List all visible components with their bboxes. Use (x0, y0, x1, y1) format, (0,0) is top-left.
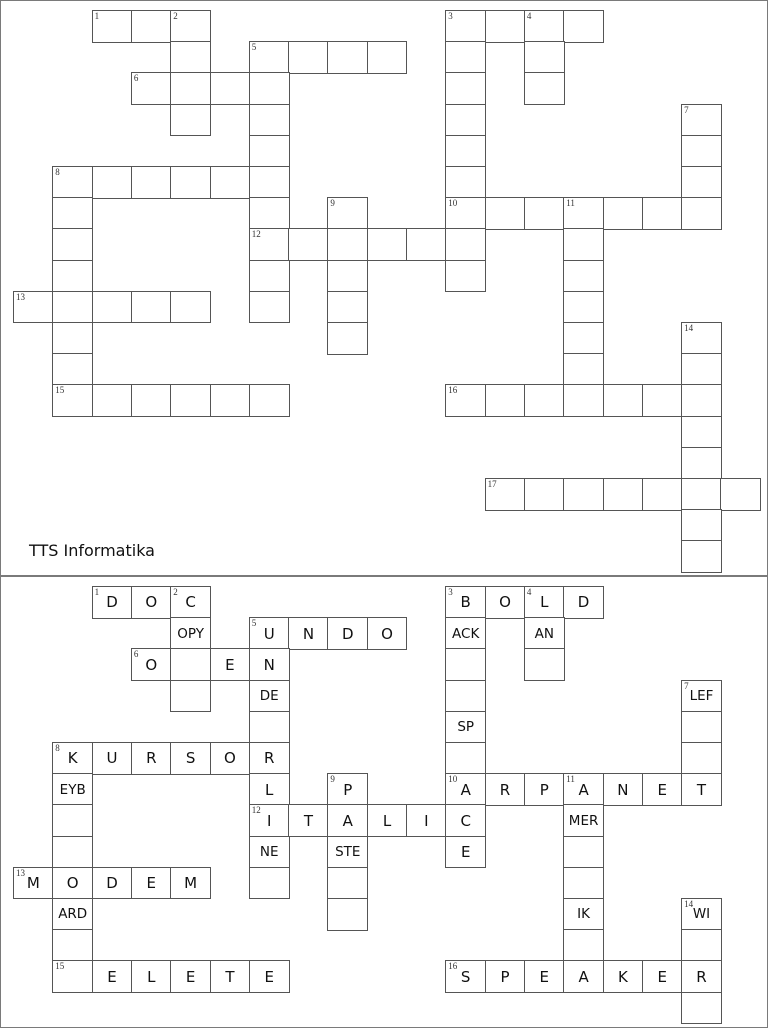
cell-letter: O (145, 593, 158, 612)
grid-cell (681, 447, 722, 480)
cell-letter: ARD (58, 906, 88, 923)
grid-cell (170, 867, 211, 900)
grid-cell (406, 804, 447, 837)
grid-cell (485, 384, 526, 417)
cell-letter: LEF (689, 687, 714, 704)
clue-number: 13 (16, 291, 25, 302)
grid-cell (445, 197, 486, 230)
grid-cell (131, 586, 172, 619)
clue-number: 16 (448, 961, 458, 972)
grid-cell (485, 773, 526, 806)
grid-cell (681, 197, 722, 230)
grid-cell (445, 384, 486, 417)
grid-cell (52, 742, 93, 775)
cell-letter: MER (568, 812, 599, 829)
grid-cell (170, 384, 211, 417)
clue-number: 15 (55, 961, 65, 972)
grid-cell (445, 228, 486, 261)
cell-letter: E (657, 780, 667, 799)
grid-cell (563, 260, 604, 293)
cell-letter: WI (692, 906, 711, 923)
grid-cell (249, 680, 290, 713)
grid-cell (327, 291, 368, 324)
grid-cell (249, 384, 290, 417)
cell-letter: S (460, 967, 471, 986)
grid-cell (249, 228, 290, 261)
grid-cell (170, 586, 211, 619)
grid-cell (327, 773, 368, 806)
grid-cell (563, 228, 604, 261)
clue-number: 2 (173, 587, 178, 597)
clue-number: 8 (55, 743, 60, 753)
grid-cell (445, 680, 486, 713)
clue-number: 13 (16, 867, 25, 878)
grid-cell (642, 384, 683, 417)
grid-cell (327, 197, 368, 230)
grid-cell (52, 929, 93, 962)
grid-cell (327, 617, 368, 650)
clue-number: 11 (566, 198, 575, 209)
grid-cell (681, 322, 722, 355)
grid-cell (563, 586, 604, 619)
cell-letter: O (66, 874, 79, 893)
cell-letter: E (107, 967, 117, 986)
grid-cell (92, 742, 133, 775)
cell-letter: DE (259, 687, 279, 704)
grid-cell (642, 197, 683, 230)
grid-cell (327, 867, 368, 900)
clue-number: 2 (173, 11, 178, 21)
grid-cell (681, 416, 722, 449)
grid-cell (92, 291, 133, 324)
cell-letter: M (184, 874, 198, 893)
clue-number: 10 (448, 198, 458, 209)
grid-cell (367, 617, 408, 650)
grid-cell (131, 960, 172, 993)
grid-cell (681, 384, 722, 417)
cell-letter: N (263, 655, 275, 674)
grid-cell (445, 41, 486, 74)
grid-cell (327, 804, 368, 837)
grid-cell (249, 72, 290, 105)
cell-letter: P (539, 780, 549, 799)
grid-cell (642, 960, 683, 993)
grid-cell (445, 135, 486, 168)
page-title: TTS Informatika (29, 541, 155, 560)
grid-cell (367, 228, 408, 261)
grid-cell (52, 773, 93, 806)
grid-cell (288, 617, 329, 650)
grid-cell (249, 260, 290, 293)
cell-letter: U (263, 624, 275, 643)
grid-cell (681, 711, 722, 744)
cell-letter: E (460, 842, 471, 861)
clue-number: 14 (684, 899, 694, 909)
grid-cell (445, 742, 486, 775)
cell-letter: O (223, 749, 236, 768)
grid-cell (170, 104, 211, 137)
grid-cell (563, 10, 604, 43)
grid-cell (563, 867, 604, 900)
grid-cell (249, 617, 290, 650)
grid-cell (249, 836, 290, 869)
grid-cell (210, 742, 251, 775)
grid-cell (563, 773, 604, 806)
grid-cell (524, 197, 565, 230)
grid-cell (170, 648, 211, 681)
grid-cell (170, 10, 211, 43)
cell-letter: STE (335, 843, 361, 860)
grid-cell (52, 260, 93, 293)
clue-number: 9 (330, 774, 335, 785)
grid-cell (170, 41, 211, 74)
grid-cell (445, 804, 486, 837)
grid-cell (52, 197, 93, 230)
cell-letter: ACK (452, 625, 480, 642)
grid-cell (563, 384, 604, 417)
grid-cell (249, 41, 290, 74)
grid-cell (445, 586, 486, 619)
grid-cell (52, 960, 93, 993)
grid-cell (92, 384, 133, 417)
clue-number: 1 (94, 587, 100, 597)
cell-letter: O (145, 655, 158, 674)
grid-cell (524, 72, 565, 105)
cell-letter: IK (577, 906, 590, 923)
clue-number: 8 (55, 167, 60, 177)
grid-cell (131, 10, 172, 43)
cell-letter: I (266, 811, 272, 830)
cell-letter: N (302, 624, 315, 643)
cell-letter: E (539, 967, 550, 986)
grid-cell (249, 291, 290, 324)
grid-cell (327, 836, 368, 869)
grid-cell (563, 197, 604, 230)
cell-letter: R (696, 967, 707, 986)
grid-cell (52, 291, 93, 324)
grid-cell (524, 586, 565, 619)
clue-number: 7 (684, 680, 689, 691)
grid-cell (131, 867, 172, 900)
cell-letter: N (617, 780, 629, 799)
grid-cell (445, 836, 486, 869)
clue-number: 5 (251, 42, 257, 53)
grid-cell (485, 478, 526, 511)
grid-cell (170, 617, 211, 650)
grid-cell (563, 898, 604, 931)
grid-cell (681, 540, 722, 573)
grid-cell (249, 742, 290, 775)
cell-letter: T (225, 967, 235, 986)
grid-cell (367, 41, 408, 74)
grid-cell (249, 867, 290, 900)
grid-cell (681, 960, 722, 993)
clue-number: 6 (133, 649, 139, 660)
grid-cell (249, 804, 290, 837)
grid-cell (13, 291, 54, 324)
clue-number: 6 (133, 73, 139, 84)
clue-number: 15 (55, 385, 65, 396)
cell-letter: R (263, 749, 275, 768)
grid-cell (681, 742, 722, 775)
grid-cell (524, 10, 565, 43)
clue-number: 12 (251, 229, 261, 240)
grid-cell (445, 773, 486, 806)
clue-number: 16 (448, 385, 458, 396)
cell-letter: R (499, 780, 511, 799)
grid-cell (288, 41, 329, 74)
grid-cell (642, 773, 683, 806)
grid-cell (327, 322, 368, 355)
clue-number: 3 (448, 11, 453, 21)
clue-number: 4 (526, 11, 532, 21)
cell-letter: P (343, 780, 353, 799)
clue-number: 4 (526, 587, 532, 597)
cell-letter: O (499, 593, 511, 612)
grid-cell (681, 166, 722, 199)
grid-cell (52, 322, 93, 355)
grid-cell (524, 960, 565, 993)
grid-cell (170, 960, 211, 993)
cell-letter: E (657, 967, 667, 986)
grid-cell (563, 291, 604, 324)
grid-cell (52, 836, 93, 869)
grid-cell (445, 960, 486, 993)
grid-cell (170, 72, 211, 105)
grid-cell (524, 478, 565, 511)
cell-letter: U (106, 749, 118, 768)
grid-cell (131, 742, 172, 775)
grid-cell (445, 648, 486, 681)
cell-letter: C (460, 811, 471, 830)
grid-cell (170, 291, 211, 324)
grid-cell (52, 804, 93, 837)
cell-letter: K (617, 967, 628, 986)
grid-cell (681, 898, 722, 931)
grid-cell (681, 478, 722, 511)
cell-letter: P (500, 967, 510, 986)
grid-cell (327, 260, 368, 293)
grid-cell (131, 72, 172, 105)
grid-cell (524, 384, 565, 417)
grid-cell (406, 228, 447, 261)
grid-cell (681, 135, 722, 168)
grid-cell (249, 197, 290, 230)
grid-cell (563, 836, 604, 869)
grid-cell (681, 353, 722, 386)
grid-cell (681, 509, 722, 542)
grid-cell (131, 291, 172, 324)
cell-letter: E (225, 655, 235, 674)
grid-cell (92, 166, 133, 199)
clue-number: 10 (448, 774, 458, 785)
grid-cell (563, 929, 604, 962)
grid-cell (681, 929, 722, 962)
grid-cell (210, 72, 251, 105)
cell-letter: SP (457, 719, 475, 736)
grid-cell (210, 166, 251, 199)
grid-cell (170, 742, 211, 775)
grid-cell (210, 648, 251, 681)
cell-letter: EYB (59, 781, 86, 798)
grid-cell (642, 478, 683, 511)
grid-cell (524, 41, 565, 74)
clue-number: 5 (251, 618, 257, 629)
grid-cell (681, 680, 722, 713)
grid-cell (249, 135, 290, 168)
grid-cell (249, 166, 290, 199)
cell-letter: L (147, 967, 156, 986)
cell-letter: NE (259, 843, 279, 860)
grid-cell (485, 10, 526, 43)
grid-cell (445, 72, 486, 105)
grid-cell (524, 648, 565, 681)
cell-letter: L (382, 811, 392, 830)
grid-cell (249, 104, 290, 137)
clue-number: 17 (487, 479, 497, 489)
grid-cell (485, 586, 526, 619)
cell-letter: D (106, 593, 118, 612)
grid-cell (603, 384, 644, 417)
clue-number: 14 (684, 323, 694, 333)
grid-cell (288, 228, 329, 261)
grid-cell (445, 711, 486, 744)
cell-letter: O (381, 624, 393, 643)
grid-cell (52, 353, 93, 386)
grid-cell (92, 867, 133, 900)
grid-cell (524, 617, 565, 650)
cell-letter: D (577, 593, 590, 612)
grid-cell (563, 353, 604, 386)
grid-cell (681, 773, 722, 806)
grid-cell (52, 384, 93, 417)
cell-letter: K (67, 749, 78, 768)
grid-cell (563, 478, 604, 511)
cell-letter: B (460, 593, 471, 612)
grid-cell (367, 804, 408, 837)
cell-letter: R (146, 749, 157, 768)
crossword-filled (0, 576, 768, 1028)
grid-cell (170, 166, 211, 199)
clue-number: 11 (566, 774, 575, 785)
clue-number: 3 (448, 587, 453, 597)
grid-cell (603, 960, 644, 993)
grid-cell (681, 992, 722, 1025)
grid-cell (13, 867, 54, 900)
grid-cell (92, 586, 133, 619)
grid-cell (524, 773, 565, 806)
grid-cell (52, 228, 93, 261)
grid-cell (445, 104, 486, 137)
grid-cell (445, 260, 486, 293)
grid-cell (327, 898, 368, 931)
cell-letter: A (578, 967, 589, 986)
cell-letter: AN (534, 625, 554, 642)
cell-letter: L (540, 593, 549, 612)
cell-letter: E (264, 967, 274, 986)
cell-letter: T (303, 811, 314, 830)
clue-number: 9 (330, 198, 335, 209)
grid-cell (445, 617, 486, 650)
grid-cell (603, 773, 644, 806)
cell-letter: A (578, 780, 589, 799)
grid-cell (327, 228, 368, 261)
cell-letter: E (185, 967, 196, 986)
grid-cell (92, 10, 133, 43)
cell-letter: M (26, 874, 40, 893)
clue-number: 7 (684, 104, 689, 115)
grid-cell (603, 197, 644, 230)
grid-cell (249, 711, 290, 744)
cell-letter: I (424, 811, 429, 830)
cell-letter: D (342, 624, 354, 643)
grid-cell (563, 322, 604, 355)
cell-letter: D (106, 874, 118, 893)
grid-cell (52, 166, 93, 199)
grid-cell (52, 898, 93, 931)
cell-letter: E (146, 874, 157, 893)
grid-cell (288, 804, 329, 837)
grid-cell (210, 384, 251, 417)
grid-cell (92, 960, 133, 993)
grid-cell (563, 960, 604, 993)
grid-cell (681, 104, 722, 137)
clue-number: 1 (94, 11, 100, 21)
grid-cell (445, 166, 486, 199)
grid-cell (485, 197, 526, 230)
cell-letter: A (460, 780, 471, 799)
grid-cell (485, 960, 526, 993)
grid-cell (131, 648, 172, 681)
grid-cell (170, 680, 211, 713)
grid-cell (52, 867, 93, 900)
grid-cell (210, 960, 251, 993)
grid-cell (720, 478, 761, 511)
cell-letter: OPY (177, 625, 204, 642)
grid-cell (131, 384, 172, 417)
grid-cell (249, 773, 290, 806)
cell-letter: T (696, 780, 707, 799)
grid-cell (249, 648, 290, 681)
cell-letter: C (185, 593, 196, 612)
cell-letter: A (342, 811, 353, 830)
cell-letter: L (265, 780, 274, 799)
grid-cell (445, 10, 486, 43)
grid-cell (249, 960, 290, 993)
clue-number: 12 (251, 805, 261, 816)
grid-cell (327, 41, 368, 74)
grid-cell (603, 478, 644, 511)
grid-cell (563, 804, 604, 837)
cell-letter: S (185, 749, 196, 768)
grid-cell (131, 166, 172, 199)
